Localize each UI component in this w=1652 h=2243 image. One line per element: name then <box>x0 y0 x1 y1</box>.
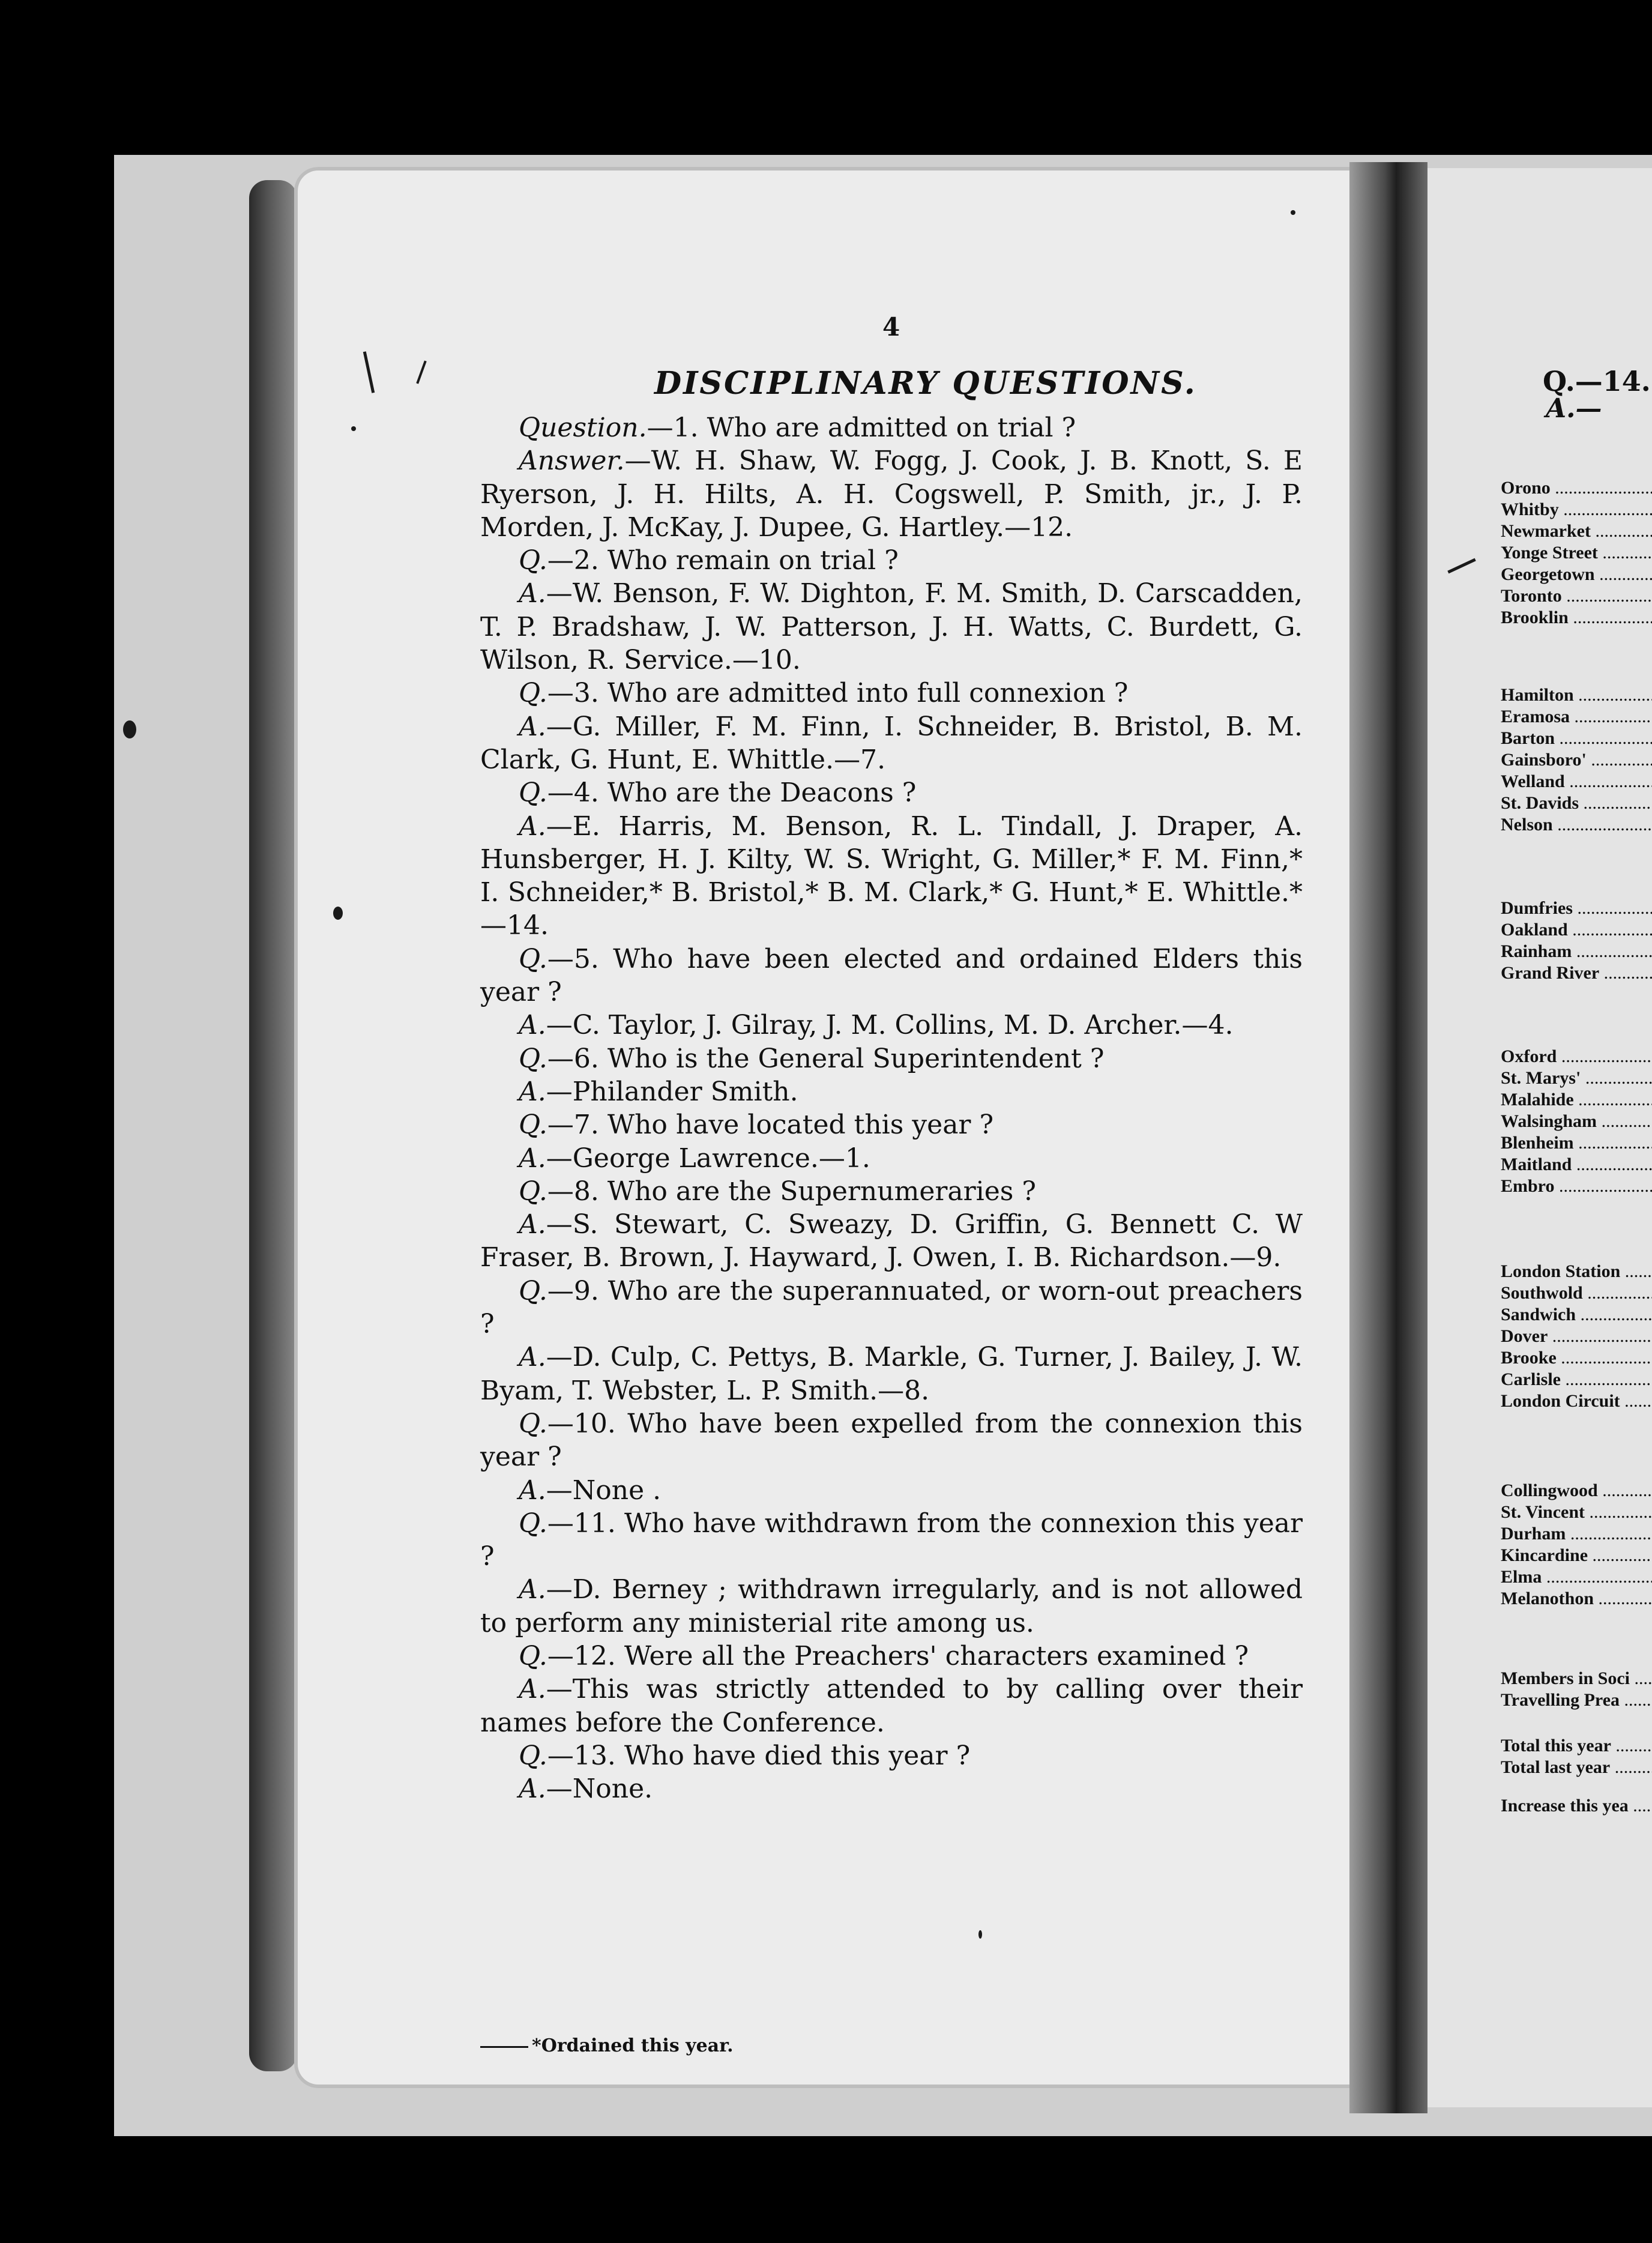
facing-list-item: Collingwood ..... <box>1501 1480 1652 1502</box>
book-gutter <box>1349 162 1427 2113</box>
facing-list-group <box>1501 1480 1652 1610</box>
paragraph-lead: Q. <box>519 1043 547 1074</box>
facing-list-item: Travelling Prea ..... <box>1501 1689 1652 1711</box>
paragraph-lead: Q. <box>519 1176 547 1207</box>
paragraph-lead: A. <box>519 811 546 842</box>
facing-list-item: Oxford ..... <box>1501 1046 1652 1067</box>
paragraph-lead: A. <box>519 1342 546 1373</box>
paragraph-text: —D. Culp, C. Pettys, B. Markle, G. Turner, J. Bailey, J. W. Byam, T. Webster, L. P. Smith.—8. <box>480 1342 1303 1406</box>
paragraph-lead: A. <box>519 1010 546 1041</box>
facing-list-item: Whitby ..... <box>1501 499 1652 521</box>
paragraph-text: —George Lawrence.—1. <box>546 1143 870 1174</box>
facing-list-item: Total last year ..... <box>1501 1757 1652 1778</box>
question-answer-paragraph <box>480 444 1303 544</box>
facing-list-item: St. Vincent ..... <box>1501 1502 1652 1523</box>
paragraph-text: —Philander Smith. <box>546 1076 798 1107</box>
facing-list-item: Hamilton ..... <box>1501 684 1652 706</box>
question-answer-paragraph <box>480 677 1303 710</box>
paragraph-text: —11. Who have withdrawn from the connexion this year ? <box>480 1508 1303 1572</box>
question-answer-paragraph <box>480 1739 1303 1772</box>
paragraph-text: —S. Stewart, C. Sweazy, D. Griffin, G. Bennett C. W Fraser, B. Brown, J. Hayward, J. Owen, I. B. Richardson.—9. <box>480 1209 1303 1273</box>
facing-list-item: Total this year ..... <box>1501 1735 1652 1757</box>
facing-list-item: Malahide ..... <box>1501 1089 1652 1111</box>
paragraph-lead: Q. <box>519 545 547 576</box>
question-answer-paragraph <box>480 1772 1303 1805</box>
paragraph-lead: A. <box>519 1209 546 1240</box>
facing-list-item: Eramosa ..... <box>1501 706 1652 728</box>
question-answer-paragraph <box>480 1075 1303 1108</box>
paragraph-text: —1. Who are admitted on trial ? <box>647 412 1076 443</box>
question-answer-paragraph <box>480 1175 1303 1208</box>
paragraph-lead: A. <box>519 1475 546 1506</box>
question-answer-paragraph <box>480 810 1303 943</box>
facing-list-item: Kincardine ..... <box>1501 1545 1652 1566</box>
facing-list-group <box>1501 898 1652 984</box>
facing-answer-label: A.— <box>1546 393 1602 424</box>
speck-mark <box>978 1930 982 1939</box>
facing-list-item: Gainsboro' ..... <box>1501 749 1652 771</box>
paragraph-text: —W. Benson, F. W. Dighton, F. M. Smith, D. Carscadden, T. P. Bradshaw, J. W. Patterson, J. H. Watts, C. Burdett, G. Wilson, R. Service.—10. <box>480 578 1303 676</box>
speck-mark <box>333 907 343 920</box>
paragraph-lead: Q. <box>519 777 547 809</box>
paragraph-text: —4. Who are the Deacons ? <box>547 777 917 809</box>
paragraph-lead: A. <box>519 711 546 742</box>
question-answer-paragraph <box>480 1507 1303 1574</box>
speck-mark <box>351 426 356 431</box>
paragraph-text: —G. Miller, F. M. Finn, I. Schneider, B. Bristol, B. M. Clark, G. Hunt, E. Whittle.—7. <box>480 711 1303 775</box>
facing-list-item: Southwold ..... <box>1501 1282 1652 1304</box>
paragraph-lead: A. <box>519 1774 546 1805</box>
facing-list-item: Members in Soci ..... <box>1501 1668 1652 1689</box>
paragraph-text: —9. Who are the superannuated, or worn-out preachers ? <box>480 1275 1303 1340</box>
facing-list-group <box>1501 684 1652 836</box>
facing-list-item: Brooklin ..... <box>1501 607 1652 629</box>
question-answer-paragraph <box>480 776 1303 809</box>
question-answer-paragraph <box>480 1142 1303 1175</box>
question-answer-paragraph <box>480 1009 1303 1042</box>
paragraph-lead: Answer. <box>519 445 625 477</box>
facing-list-item: St. Davids ..... <box>1501 792 1652 814</box>
paragraph-text: —D. Berney ; withdrawn irregularly, and is not allowed to perform any ministerial rite among us. <box>480 1574 1303 1638</box>
paragraph-text: —5. Who have been elected and ordained Elders this year ? <box>480 943 1303 1008</box>
paragraph-lead: A. <box>519 1574 546 1605</box>
question-answer-paragraph <box>480 411 1303 444</box>
facing-list-item: Grand River ..... <box>1501 962 1652 984</box>
facing-list-item: Brooke ..... <box>1501 1347 1652 1369</box>
paragraph-lead: Q. <box>519 1508 547 1539</box>
facing-list-item: Dover ..... <box>1501 1326 1652 1347</box>
facing-list-item: Barton ..... <box>1501 728 1652 749</box>
facing-list-group <box>1501 1046 1652 1197</box>
question-answer-paragraph <box>480 544 1303 577</box>
facing-list-item: Welland ..... <box>1501 771 1652 792</box>
facing-list-item: Carlisle ..... <box>1501 1369 1652 1390</box>
question-answer-paragraph <box>480 1341 1303 1407</box>
facing-list-item: Georgetown ..... <box>1501 564 1652 585</box>
facing-list-item: Elma ..... <box>1501 1566 1652 1588</box>
facing-list-item: Nelson ..... <box>1501 814 1652 836</box>
paragraph-text: —8. Who are the Supernumeraries ? <box>547 1176 1036 1207</box>
facing-list-group <box>1501 1735 1652 1778</box>
facing-list-item: Orono ..... <box>1501 477 1652 499</box>
paragraph-lead: Q. <box>519 1275 547 1306</box>
paragraph-lead: Question. <box>519 412 647 443</box>
paragraph-text: —10. Who have been expelled from the connexion this year ? <box>480 1408 1303 1473</box>
facing-list-item: Rainham ..... <box>1501 941 1652 962</box>
speck-mark <box>123 720 136 738</box>
question-answer-paragraph <box>480 1673 1303 1739</box>
facing-list-item: Increase this yea ..... <box>1501 1795 1652 1817</box>
question-answer-paragraph <box>480 1042 1303 1075</box>
facing-list-item: Melanothon ..... <box>1501 1588 1652 1610</box>
page-number: 4 <box>882 312 900 342</box>
facing-list-item: Blenheim ..... <box>1501 1132 1652 1154</box>
paragraph-text: —This was strictly attended to by calling over their names before the Conference. <box>480 1674 1303 1738</box>
questions-body <box>480 411 1303 1805</box>
question-answer-paragraph <box>480 1275 1303 1341</box>
paragraph-lead: Q. <box>519 1740 547 1771</box>
paragraph-lead: A. <box>519 1674 546 1705</box>
paragraph-text: —2. Who remain on trial ? <box>547 545 899 576</box>
paragraph-text: —E. Harris, M. Benson, R. L. Tindall, J. Draper, A. Hunsberger, H. J. Kilty, W. S. Wright, G. Miller,* F. M. Finn,* I. Schneider,* B. Bristol,* B. M. Clark,* G. Hunt,* E. Whittle.* —14. <box>480 811 1303 941</box>
paragraph-lead: A. <box>519 1076 546 1107</box>
question-answer-paragraph <box>480 577 1303 677</box>
paragraph-lead: A. <box>519 578 546 609</box>
facing-list-item: London Circuit ..... <box>1501 1390 1652 1412</box>
footnote-rule <box>480 2046 528 2048</box>
facing-list-item: Sandwich ..... <box>1501 1304 1652 1326</box>
facing-list-group <box>1501 1795 1652 1817</box>
book-spine-edge <box>249 180 297 2071</box>
facing-list-item: St. Marys' ..... <box>1501 1067 1652 1089</box>
facing-list-group <box>1501 1668 1652 1711</box>
question-answer-paragraph <box>480 1407 1303 1474</box>
paragraph-text: —12. Were all the Preachers' characters examined ? <box>547 1640 1249 1671</box>
paragraph-text: —6. Who is the General Superintendent ? <box>547 1043 1105 1074</box>
facing-list-item: Newmarket ..... <box>1501 521 1652 542</box>
paragraph-lead: Q. <box>519 678 547 709</box>
page-heading: DISCIPLINARY QUESTIONS. <box>654 365 1197 402</box>
facing-list-group <box>1501 1261 1652 1412</box>
paragraph-lead: Q. <box>519 943 547 974</box>
question-answer-paragraph <box>480 1474 1303 1507</box>
paragraph-text: —None. <box>546 1774 653 1805</box>
paragraph-text: —7. Who have located this year ? <box>547 1109 994 1141</box>
question-answer-paragraph <box>480 1208 1303 1275</box>
facing-list-item: Walsingham ..... <box>1501 1111 1652 1132</box>
paragraph-lead: Q. <box>519 1640 547 1671</box>
paragraph-text: —13. Who have died this year ? <box>547 1740 971 1771</box>
footnote <box>480 2035 734 2056</box>
footnote-text: *Ordained this year. <box>532 2035 734 2056</box>
paragraph-text: —None . <box>546 1475 662 1506</box>
facing-list-item: Embro ..... <box>1501 1176 1652 1197</box>
question-answer-paragraph <box>480 1573 1303 1640</box>
facing-question-label: Q.—14. <box>1543 365 1651 397</box>
paragraph-lead: A. <box>519 1143 546 1174</box>
paragraph-text: —3. Who are admitted into full connexion ? <box>547 678 1129 709</box>
facing-list-item: Yonge Street ..... <box>1501 542 1652 564</box>
facing-list-item: Dumfries ..... <box>1501 898 1652 919</box>
facing-list-item: Maitland ..... <box>1501 1154 1652 1176</box>
paragraph-lead: Q. <box>519 1408 547 1439</box>
paragraph-lead: Q. <box>519 1109 547 1141</box>
facing-list-item: Durham ..... <box>1501 1523 1652 1545</box>
facing-list-item: Toronto ..... <box>1501 585 1652 607</box>
facing-list-group <box>1501 477 1652 629</box>
facing-list-item: London Station ..... <box>1501 1261 1652 1282</box>
paragraph-text: —C. Taylor, J. Gilray, J. M. Collins, M. D. Archer.—4. <box>546 1010 1234 1041</box>
question-answer-paragraph <box>480 710 1303 777</box>
question-answer-paragraph <box>480 943 1303 1009</box>
question-answer-paragraph <box>480 1108 1303 1141</box>
speck-mark <box>1291 210 1295 215</box>
question-answer-paragraph <box>480 1640 1303 1673</box>
facing-list-item: Oakland ..... <box>1501 919 1652 941</box>
paragraph-text: —W. H. Shaw, W. Fogg, J. Cook, J. B. Knott, S. E Ryerson, J. H. Hilts, A. H. Cogswell, P. Smith, jr., J. P. Morden, J. McKay, J. Dupee, G. Hartley.—12. <box>480 445 1303 543</box>
